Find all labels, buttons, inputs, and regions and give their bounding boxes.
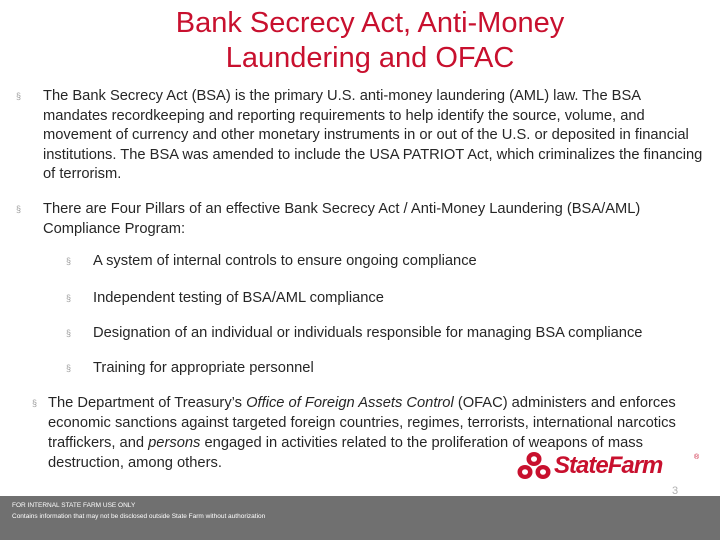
ofac-text-pre: The Department of Treasury’s xyxy=(48,395,247,411)
footer-bar xyxy=(0,496,720,540)
state-farm-logo xyxy=(516,450,702,482)
bullet-marker-icon: § xyxy=(16,91,22,101)
ofac-agency-name: Office of Foreign Assets Control xyxy=(246,395,454,411)
bullet-text: There are Four Pillars of an effective Bank Secrecy Act / Anti-Money Laundering (BSA/AML) Compliance Program: xyxy=(43,201,641,237)
ofac-persons: persons xyxy=(148,435,201,451)
pillar-text: Independent testing of BSA/AML compliance xyxy=(93,290,384,306)
bullet-marker-icon: § xyxy=(66,256,72,266)
bullet-marker-icon: § xyxy=(66,328,72,338)
bullet-marker-icon: § xyxy=(66,363,72,373)
logo-wordmark: StateFarm xyxy=(554,452,663,479)
pillar-item xyxy=(66,289,706,308)
pillar-text: A system of internal controls to ensure ongoing compliance xyxy=(93,253,477,269)
footer-confidential-label: FOR INTERNAL STATE FARM USE ONLY xyxy=(12,502,136,509)
three-ovals-icon xyxy=(516,450,552,482)
bullet-marker-icon: § xyxy=(32,398,38,408)
pillar-item xyxy=(66,324,706,343)
title-line-1: Bank Secrecy Act, Anti-Money xyxy=(175,7,565,39)
slide-title xyxy=(0,6,720,76)
ofac-text-mid: (OFAC) administers and enforces economic sanctions against targeted foreign countries, regimes, terrorists, international narcotics traffickers, and xyxy=(48,395,676,451)
bullet-bsa-definition xyxy=(16,87,706,185)
registered-mark: ® xyxy=(694,454,700,461)
pillar-item xyxy=(66,359,706,378)
bullet-marker-icon: § xyxy=(16,204,22,214)
pillar-item xyxy=(66,252,706,271)
footer-disclaimer: Contains information that may not be disclosed outside State Farm without authorization xyxy=(12,513,266,520)
bullet-text: The Bank Secrecy Act (BSA) is the primary U.S. anti-money laundering (AML) law. The BSA mandates recordkeeping and reporting requirements to help identify the source, volume, and movement of currency and other monetary instruments in or out of the U.S. or deposited in financial institutions. The BSA was amended to include the USA PATRIOT Act, which criminalizes the financing of terrorism. xyxy=(43,88,703,182)
slide-number: 3 xyxy=(671,485,679,497)
bullet-four-pillars xyxy=(16,200,706,239)
bullet-marker-icon: § xyxy=(66,293,72,303)
pillar-text: Designation of an individual or individuals responsible for managing BSA compliance xyxy=(93,325,643,341)
pillar-text: Training for appropriate personnel xyxy=(93,360,314,376)
ofac-text-post: engaged in activities related to the proliferation of weapons of mass destruction, among others. xyxy=(48,435,643,471)
title-line-2: Laundering and OFAC xyxy=(225,42,515,74)
